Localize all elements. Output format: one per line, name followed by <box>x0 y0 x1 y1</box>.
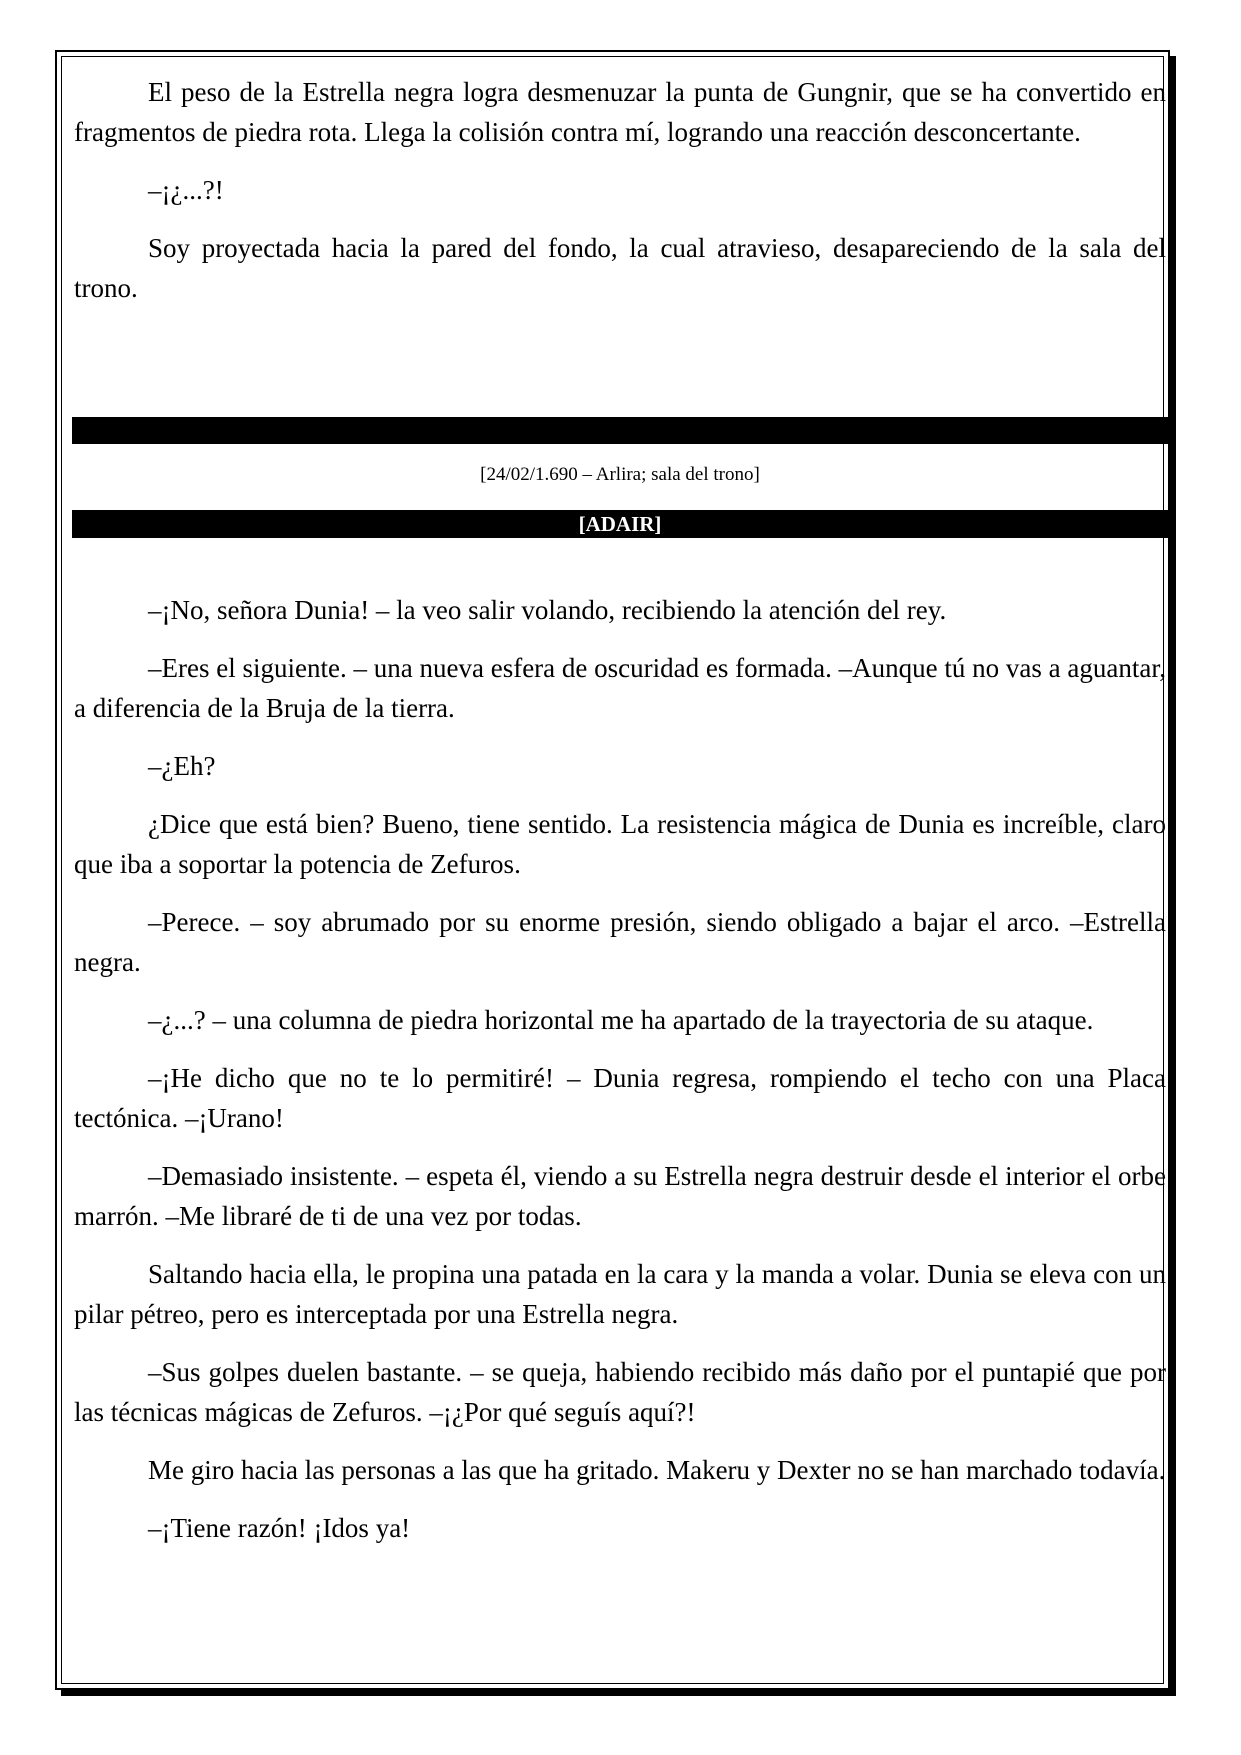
pov-label-bar: [ADAIR] <box>72 510 1168 538</box>
paragraph: –Demasiado insistente. – espeta él, viendo a su Estrella negra destruir desde el interior el orbe marrón. –Me libraré de ti de una vez por todas. <box>74 1161 1166 1231</box>
paragraph: Saltando hacia ella, le propina una patada en la cara y la manda a volar. Dunia se eleva con un pilar pétreo, pero es interceptada por una Estrella negra. <box>74 1259 1166 1329</box>
paragraph: –Perece. – soy abrumado por su enorme presión, siendo obligado a bajar el arco. –Estrella negra. <box>74 907 1166 977</box>
scene-header: [24/02/1.690 – Arlira; sala del trono] <box>480 464 760 485</box>
paragraph: –¡He dicho que no te lo permitiré! – Dunia regresa, rompiendo el techo con una Placa tectónica. –¡Urano! <box>74 1063 1166 1133</box>
paragraph: El peso de la Estrella negra logra desmenuzar la punta de Gungnir, que se ha convertido en fragmentos de piedra rota. Llega la colisión contra mí, logrando una reacción desconcertante. <box>74 77 1166 147</box>
paragraph: ¿Dice que está bien? Bueno, tiene sentido. La resistencia mágica de Dunia es increíble, claro que iba a soportar la potencia de Zefuros. <box>74 809 1166 879</box>
paragraph: Soy proyectada hacia la pared del fondo, la cual atravieso, desapareciendo de la sala del trono. <box>74 233 1166 303</box>
paragraph: –Sus golpes duelen bastante. – se queja, habiendo recibido más daño por el puntapié que por las técnicas mágicas de Zefuros. –¡¿Por qué seguís aquí?! <box>74 1357 1166 1427</box>
text-section-bottom <box>74 590 1166 1566</box>
paragraph: Me giro hacia las personas a las que ha gritado. Makeru y Dexter no se han marchado todavía. <box>148 1455 1166 1485</box>
scene-divider-bar <box>72 417 1168 444</box>
paragraph: –Eres el siguiente. – una nueva esfera de oscuridad es formada. –Aunque tú no vas a aguantar, a diferencia de la Bruja de la tierra. <box>74 653 1166 723</box>
paragraph: –¡Tiene razón! ¡Idos ya! <box>148 1513 411 1543</box>
paragraph: –¡¿...?! <box>148 175 224 205</box>
paragraph: –¿Eh? <box>148 751 216 781</box>
text-section-top <box>74 72 1166 326</box>
paragraph: –¿...? – una columna de piedra horizontal me ha apartado de la trayectoria de su ataque. <box>148 1005 1094 1035</box>
paragraph: –¡No, señora Dunia! – la veo salir volando, recibiendo la atención del rey. <box>148 595 947 625</box>
